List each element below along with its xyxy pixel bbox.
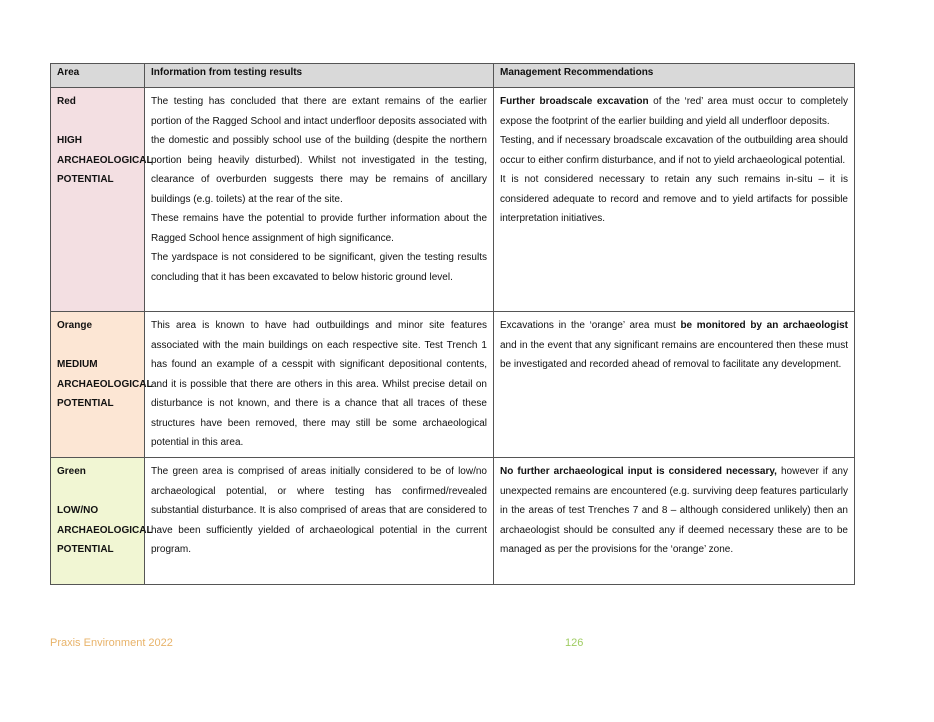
- area-name: Red: [57, 96, 76, 107]
- potential-line: LOW/NO: [57, 505, 99, 516]
- mgmt-bold: No further archaeological input is considered necessary,: [500, 466, 777, 477]
- potential-line: POTENTIAL: [57, 398, 114, 409]
- table-header-row: [51, 64, 855, 88]
- info-cell-orange: [145, 312, 494, 458]
- info-cell-red: [145, 88, 494, 312]
- header-mgmt: Management Recommendations: [494, 64, 855, 88]
- mgmt-cell-orange: [494, 312, 855, 458]
- footer-publisher: Praxis Environment 2022: [50, 637, 173, 649]
- table-row-orange: [51, 312, 855, 458]
- potential-line: ARCHAEOLOGICAL: [57, 524, 153, 536]
- table-row-green: [51, 458, 855, 585]
- info-paragraph: This area is known to have had outbuildings and minor site features associated with the main buildings on each respective site. Test Trench 1 has found an example of a cesspit with significant depositional contents, and it is possible that there are others in this area. Whilst precise detail on disturbance is not known, and there is a chance that all traces of these structures have been removed, there may still be some archaeological potential in this area.: [151, 320, 487, 448]
- mgmt-paragraph: [494, 462, 854, 560]
- header-info: Information from testing results: [145, 64, 494, 88]
- mgmt-bold: Further broadscale excavation: [500, 96, 649, 107]
- mgmt-cell-red: [494, 88, 855, 312]
- page-number: 126: [565, 637, 584, 649]
- mgmt-text: of the ‘red’ area must occur to completely expose the footprint of the earlier building and yield all underfloor deposits.: [500, 96, 848, 127]
- mgmt-text: Excavations in the ‘orange’ area must: [500, 320, 681, 331]
- area-name: Green: [57, 466, 86, 477]
- potential-line: ARCHAEOLOGICAL: [57, 154, 153, 166]
- potential-line: ARCHAEOLOGICAL: [57, 378, 153, 390]
- area-cell-red: [51, 88, 153, 312]
- potential-line: POTENTIAL: [57, 174, 114, 185]
- mgmt-bold: be monitored by an archaeologist: [680, 320, 849, 331]
- mgmt-paragraph: It is not considered necessary to retain any such remains in-situ – it is considered adequate to record and remove and to yield artifacts for possible interpretation initiatives.: [500, 174, 848, 224]
- mgmt-cell-green: [494, 458, 855, 585]
- potential-line: HIGH: [57, 135, 82, 146]
- mgmt-paragraph: Testing, and if necessary broadscale excavation of the outbuilding area should occur to either confirm disturbance, and if not to yield archaeological potential.: [500, 135, 848, 166]
- potential-line: POTENTIAL: [57, 544, 114, 555]
- info-paragraph: The green area is comprised of areas initially considered to be of low/no archaeological potential, or where testing has confirmed/revealed substantial disturbance. It is also comprised of areas that are considered to have been sufficiently yielded of archaeological potential in the current program.: [151, 466, 487, 555]
- info-paragraph: The yardspace is not considered to be significant, given the testing results concluding that it has been excavated to below historic ground level.: [151, 252, 487, 283]
- header-area: Area: [51, 64, 145, 88]
- area-name: Orange: [57, 320, 93, 331]
- potential-line: MEDIUM: [57, 359, 98, 370]
- info-cell-green: [145, 458, 494, 585]
- mgmt-text: however if any unexpected remains are encountered (e.g. surviving deep features particularly in the areas of test Trenches 7 and 8 – although considered unlikely) then an archaeologist should be consulted any if deemed necessary these are to be managed as per the provisions for the ‘orange’ zone.: [500, 466, 848, 555]
- mgmt-paragraph: [494, 316, 854, 375]
- area-cell-green: [51, 458, 153, 585]
- mgmt-text: and in the event that any significant remains are encountered then these must be investigated and recorded ahead of removal to facilitate any development.: [500, 339, 848, 370]
- archaeological-zoning-table: [50, 63, 855, 585]
- info-paragraph: The testing has concluded that there are extant remains of the earlier portion of the Ragged School and intact underfloor deposits associated with the domestic and possibly school use of the building (despite the northern portion being heavily disturbed). Whilst not investigated in the testing, clearance of overburden suggests there may be remains of ancillary buildings (e.g. toilets) at the rear of the site.: [151, 96, 487, 205]
- mgmt-paragraph: [494, 92, 854, 131]
- area-cell-orange: [51, 312, 153, 458]
- info-paragraph: These remains have the potential to provide further information about the Ragged School hence assignment of high significance.: [151, 213, 487, 244]
- table-row-red: [51, 88, 855, 312]
